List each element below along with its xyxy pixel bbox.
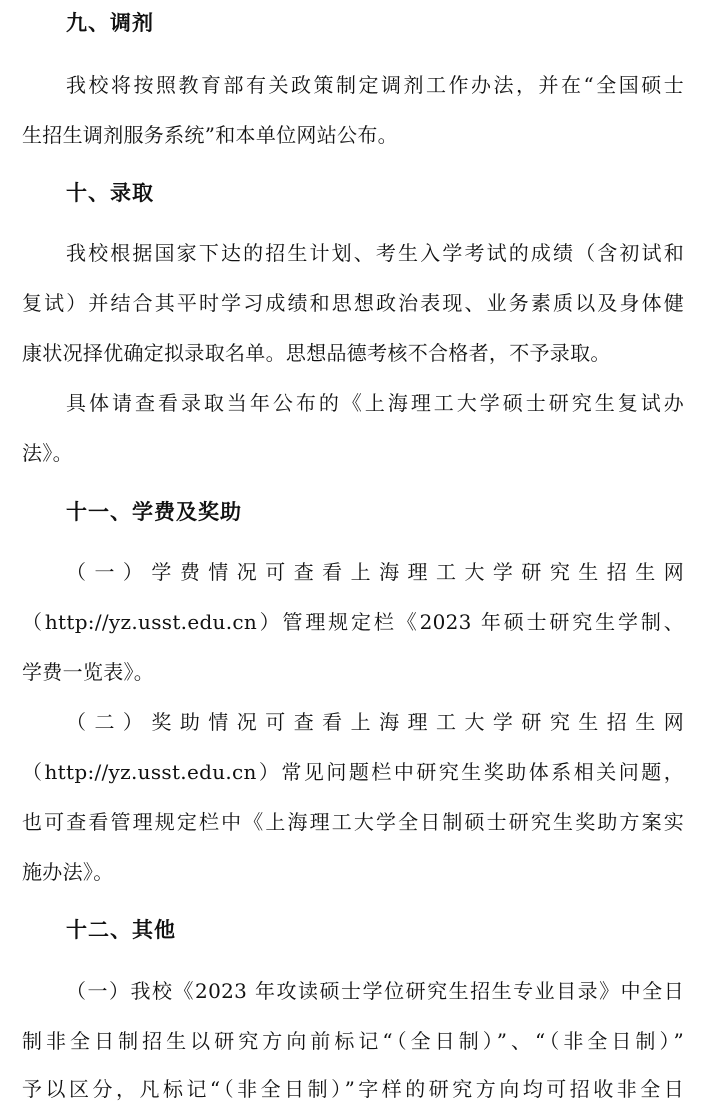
paragraph-line: 学费一览表》。 bbox=[22, 660, 155, 684]
paragraph-line: 具体请查看录取当年公布的《上海理工大学硕士研究生复试办 bbox=[66, 391, 684, 415]
section-heading-10: 十、录取 bbox=[66, 181, 154, 205]
paragraph-line: 也可查看管理规定栏中《上海理工大学全日制硕士研究生奖助方案实 bbox=[22, 810, 684, 834]
section-heading-12: 十二、其他 bbox=[66, 918, 176, 942]
paragraph-line: 生招生调剂服务系统”和本单位网站公布。 bbox=[22, 123, 398, 147]
paragraph-line: （二）奖助情况可查看上海理工大学研究生招生网 bbox=[66, 710, 684, 734]
paragraph-line: 我校根据国家下达的招生计划、考生入学考试的成绩（含初试和 bbox=[66, 241, 684, 265]
section-heading-9: 九、调剂 bbox=[66, 11, 154, 35]
paragraph-line: （http://yz.usst.edu.cn）管理规定栏《2023 年硕士研究生学制、 bbox=[22, 610, 684, 634]
paragraph-line: 法》。 bbox=[22, 441, 73, 465]
paragraph-line: 复试）并结合其平时学习成绩和思想政治表现、业务素质以及身体健 bbox=[22, 291, 684, 315]
paragraph-line: （一）学费情况可查看上海理工大学研究生招生网 bbox=[66, 560, 684, 584]
paragraph-line: （http://yz.usst.edu.cn）常见问题栏中研究生奖助体系相关问题， bbox=[22, 760, 684, 784]
paragraph-line: 我校将按照教育部有关政策制定调剂工作办法，并在“全国硕士 bbox=[66, 73, 684, 97]
paragraph-line: 康状况择优确定拟录取名单。思想品德考核不合格者，不予录取。 bbox=[22, 341, 611, 365]
paragraph-line: 制非全日制招生以研究方向前标记“（全日制）”、“（非全日制）” bbox=[22, 1029, 684, 1053]
paragraph-line: 予以区分，凡标记“（非全日制）”字样的研究方向均可招收非全日 bbox=[22, 1077, 684, 1101]
section-heading-11: 十一、学费及奖助 bbox=[66, 500, 242, 524]
paragraph-line: 施办法》。 bbox=[22, 860, 114, 884]
paragraph-line: （一）我校《2023 年攻读硕士学位研究生招生专业目录》中全日 bbox=[66, 979, 684, 1003]
